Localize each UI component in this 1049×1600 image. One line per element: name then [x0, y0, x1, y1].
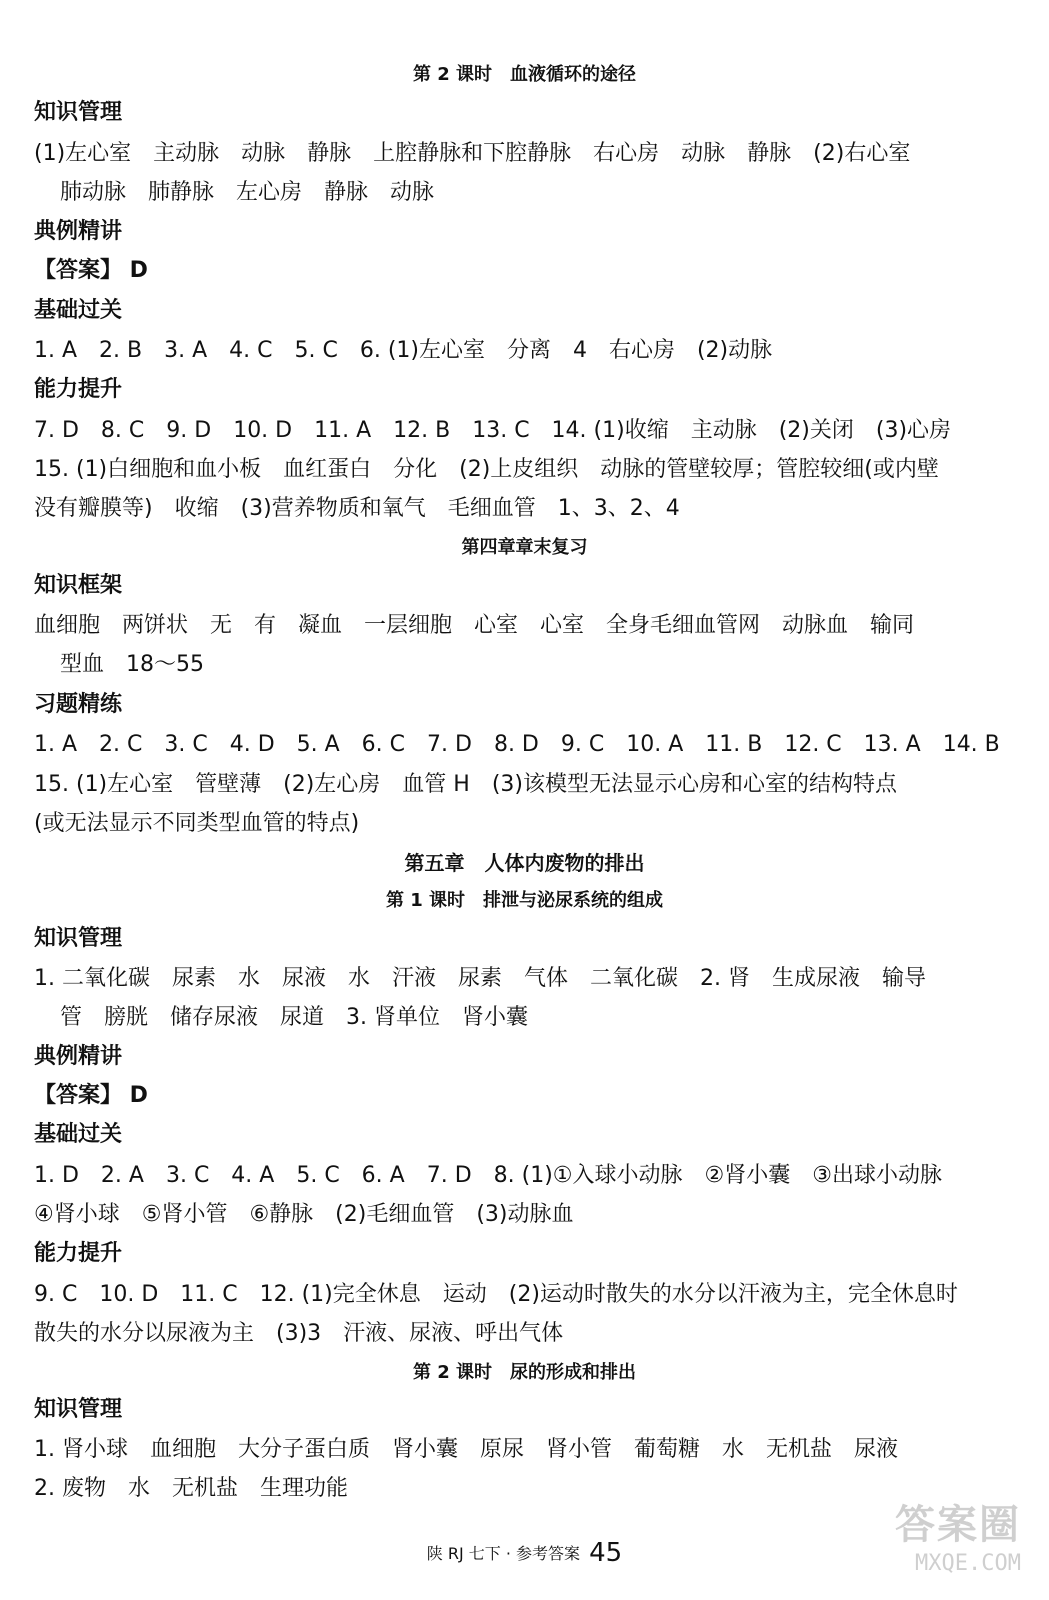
lesson-title: 第 2 课时 尿的形成和排出	[412, 1362, 637, 1383]
section-heading: 知识框架	[34, 573, 123, 598]
answer-line: 15. (1)左心室 管壁薄 (2)左心房 血管 H (3)该模型无法显示心房和心室的结构特点	[34, 772, 898, 797]
section-heading: 知识管理	[34, 100, 123, 125]
answer-line: 9. C 10. D 11. C 12. (1)完全休息 运动 (2)运动时散失的水分以汗液为主，完全休息时	[34, 1282, 958, 1307]
answer-line: 管 膀胱 储存尿液 尿道 3. 肾单位 肾小囊	[60, 1005, 528, 1030]
answer-line: 2. 废物 水 无机盐 生理功能	[34, 1476, 348, 1501]
answer-line: 型血 18～55	[60, 652, 204, 677]
answer-line: 肺动脉 肺静脉 左心房 静脉 动脉	[60, 180, 435, 205]
section-heading: 能力提升	[34, 1241, 123, 1266]
page-number: 45	[589, 1538, 623, 1568]
section-heading: 典例精讲	[34, 219, 123, 244]
footer-label: 陕 RJ 七下 · 参考答案	[426, 1544, 581, 1563]
watermark-logo	[871, 1500, 1021, 1592]
answer-label: 【答案】 D	[34, 258, 148, 283]
watermark-site: MXQE.COM	[915, 1551, 1021, 1576]
section-heading: 典例精讲	[34, 1044, 123, 1069]
watermark-text: 答案圈	[895, 1502, 1021, 1548]
answer-line: 1. D 2. A 3. C 4. A 5. C 6. A 7. D 8. (1)①入球小动脉 ②肾小囊 ③出球小动脉	[34, 1163, 942, 1188]
answer-label: 【答案】 D	[34, 1083, 148, 1108]
answer-line: 散失的水分以尿液为主 (3)3 汗液、尿液、呼出气体	[34, 1321, 564, 1346]
section-heading: 基础过关	[34, 298, 123, 323]
lesson-title: 第 2 课时 血液循环的途径	[412, 64, 637, 85]
section-heading: 知识管理	[34, 1397, 123, 1422]
answer-line: 15. (1)白细胞和血小板 血红蛋白 分化 (2)上皮组织 动脉的管壁较厚；管腔较细(或内壁	[34, 457, 939, 482]
section-heading: 基础过关	[34, 1122, 123, 1147]
answer-line: 1. A 2. C 3. C 4. D 5. A 6. C 7. D 8. D 9. C 10. A 11. B 12. C 13. A 14. B	[34, 732, 1000, 757]
answer-line: (1)左心室 主动脉 动脉 静脉 上腔静脉和下腔静脉 右心房 动脉 静脉 (2)右心室	[34, 141, 911, 166]
section-heading: 知识管理	[34, 926, 123, 951]
answer-line: ④肾小球 ⑤肾小管 ⑥静脉 (2)毛细血管 (3)动脉血	[34, 1202, 574, 1227]
answer-line: 血细胞 两饼状 无 有 凝血 一层细胞 心室 心室 全身毛细血管网 动脉血 输同	[34, 613, 915, 638]
chapter-title: 第五章 人体内废物的排出	[404, 851, 645, 875]
answer-line: 1. 肾小球 血细胞 大分子蛋白质 肾小囊 原尿 肾小管 葡萄糖 水 无机盐 尿液	[34, 1437, 898, 1462]
answer-line: 1. A 2. B 3. A 4. C 5. C 6. (1)左心室 分离 4 右心房 (2)动脉	[34, 338, 773, 363]
answer-line: 7. D 8. C 9. D 10. D 11. A 12. B 13. C 14. (1)收缩 主动脉 (2)关闭 (3)心房	[34, 418, 952, 443]
answer-line: 1. 二氧化碳 尿素 水 尿液 水 汗液 尿素 气体 二氧化碳 2. 肾 生成尿液 输导	[34, 966, 926, 991]
section-heading: 能力提升	[34, 377, 123, 402]
answer-line: (或无法显示不同类型血管的特点)	[34, 811, 360, 836]
review-title: 第四章章末复习	[461, 537, 588, 558]
answer-line: 没有瓣膜等) 收缩 (3)营养物质和氧气 毛细血管 1、3、2、4	[34, 496, 680, 521]
lesson-title: 第 1 课时 排泄与泌尿系统的组成	[385, 890, 664, 911]
section-heading: 习题精练	[34, 692, 123, 717]
